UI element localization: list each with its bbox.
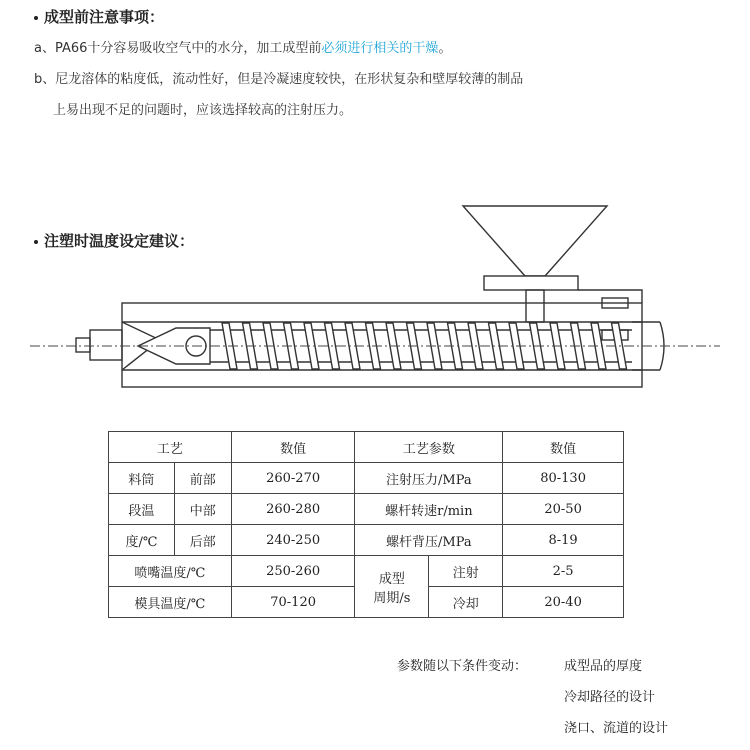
temp-cell: 240-250: [231, 525, 355, 556]
header-param: 工艺参数: [355, 432, 503, 463]
footer-condition-3: 浇口、流道的设计: [564, 721, 669, 736]
table-header-row: [109, 432, 624, 463]
table-row: [109, 463, 624, 494]
cycle-label: [355, 556, 429, 618]
zone-cell: 中部: [174, 494, 231, 525]
nozzle-tip: [76, 338, 90, 352]
footer-condition-1: 成型品的厚度: [564, 659, 643, 674]
value-cell: 80-130: [503, 463, 624, 494]
temperature-title: 注塑时温度设定建议：: [44, 232, 195, 250]
zone-cell: 前部: [174, 463, 231, 494]
precautions-title: 成型前注意事项：: [44, 8, 165, 26]
hopper-funnel: [463, 206, 607, 276]
cycle-value: 20-40: [503, 587, 624, 618]
mold-temp: 70-120: [231, 587, 355, 618]
item-a-prefix: a、PA66十分容易吸收空气中的水分，加工成型前: [34, 41, 322, 56]
table-row: [109, 525, 624, 556]
cycle-phase: 冷却: [429, 587, 503, 618]
temp-cell: 260-270: [231, 463, 355, 494]
precaution-item-b-line1: b、尼龙溶体的粘度低，流动性好，但是冷凝速度较快，在形状复杂和壁厚较薄的制品: [34, 72, 524, 87]
header-param-value: 数值: [503, 432, 624, 463]
nozzle-temp: 250-260: [231, 556, 355, 587]
temp-cell: 260-280: [231, 494, 355, 525]
cycle-phase: 注射: [429, 556, 503, 587]
param-cell: 注射压力/MPa: [355, 463, 503, 494]
precaution-item-b-line2: 上易出现不足的问题时，应该选择较高的注射压力。: [53, 103, 353, 118]
process-parameters-table: [108, 431, 624, 618]
zone-cell: 后部: [174, 525, 231, 556]
cycle-label-line1: 成型: [378, 571, 405, 587]
cycle-value: 2-5: [503, 556, 624, 587]
hopper-throat: [526, 290, 544, 322]
nozzle-body: [90, 330, 122, 360]
table-row: [109, 556, 624, 587]
barrel-label-1: 料筒: [109, 463, 175, 494]
barrel-label-3: 度/℃: [109, 525, 175, 556]
hopper-flange: [484, 276, 578, 290]
param-cell: 螺杆转速r/min: [355, 494, 503, 525]
param-cell: 螺杆背压/MPa: [355, 525, 503, 556]
footer-lead: 参数随以下条件变动：: [397, 659, 528, 674]
value-cell: 20-50: [503, 494, 624, 525]
item-a-highlight: 必须进行相关的干燥: [321, 41, 439, 56]
item-a-suffix: 。: [438, 41, 452, 56]
table-row: [109, 494, 624, 525]
header-value: 数值: [231, 432, 355, 463]
value-cell: 8-19: [503, 525, 624, 556]
barrel-label-2: 段温: [109, 494, 175, 525]
nozzle-label: 喷嘴温度/℃: [109, 556, 232, 587]
mold-label: 模具温度/℃: [109, 587, 232, 618]
header-craft: 工艺: [109, 432, 232, 463]
cycle-label-line2: 周期/s: [373, 590, 411, 606]
footer-condition-2: 冷却路径的设计: [564, 690, 656, 705]
